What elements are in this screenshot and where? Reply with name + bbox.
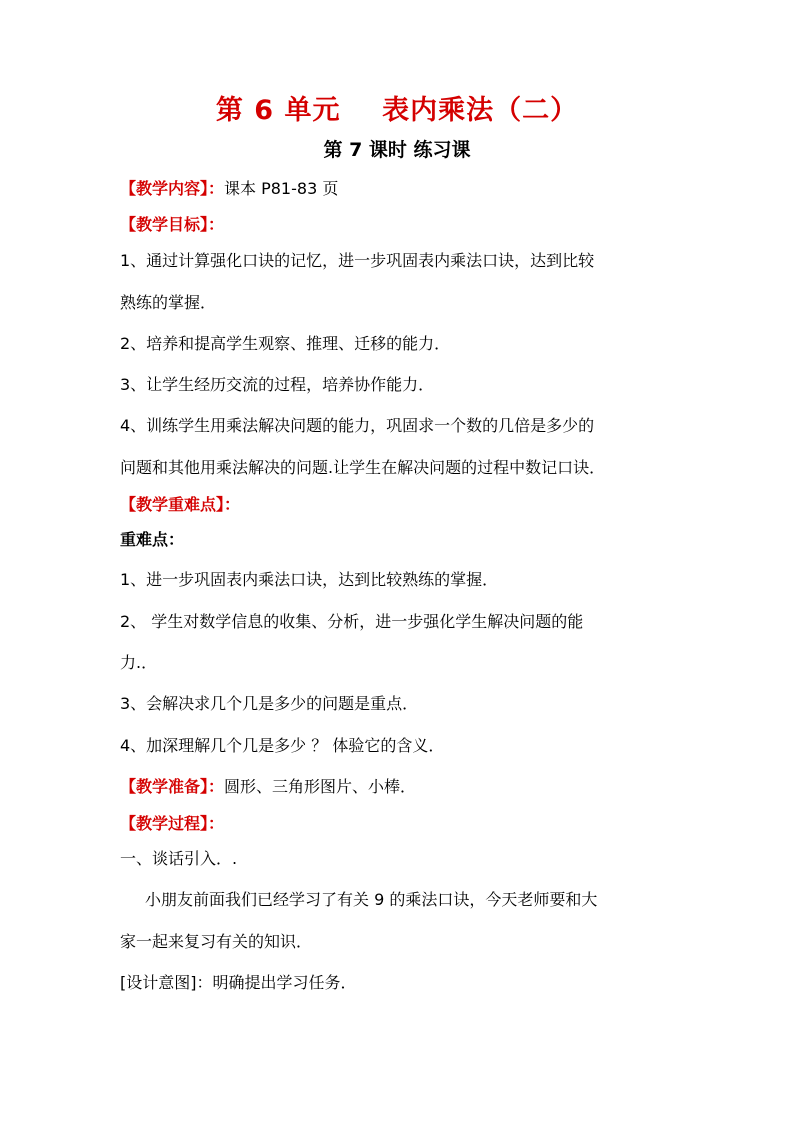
objective-4-line1: 4、训练学生用乘法解决问题的能力，巩固求一个数的几倍是多少的 [120,416,595,435]
lesson-subtitle: 第 7 课时 练习课 [323,139,471,161]
process-paragraph-line2: 家一起来复习有关的知识． [120,932,313,951]
process-step-1: 一、谈话引入．. [120,849,238,868]
process-paragraph-line1: 小朋友前面我们已经学习了有关 9 的乘法口诀，今天老师要和大 [145,890,598,909]
design-intent-note: [设计意图]：明确提出学习任务． [120,973,357,992]
key-point-1: 1、进一步巩固表内乘法口诀，达到比较熟练的掌握． [120,570,499,589]
teaching-content-row [120,178,680,200]
key-point-4: 4、加深理解几个几是多少 ？ 体验它的含义． [120,736,445,755]
key-points-heading: 【教学重难点】： [120,495,241,514]
objective-2: 2、培养和提高学生观察、推理、迁移的能力． [120,334,451,353]
key-point-3: 3、会解决求几个几是多少的问题是重点． [120,694,419,713]
objective-3: 3、让学生经历交流的过程，培养协作能力． [120,375,435,394]
key-points-sublabel: 重难点： [120,530,185,549]
objective-1-line1: 1、通过计算强化口诀的记忆，进一步巩固表内乘法口诀，达到比较 [120,251,595,270]
preparation-label: 【教学准备】： [120,777,225,796]
key-point-2-line1: 2、 学生对数学信息的收集、分析，进一步强化学生解决问题的能 [120,612,584,631]
teaching-content-label: 【教学内容】： [120,179,225,198]
objectives-heading: 【教学目标】： [120,215,225,234]
process-heading: 【教学过程】： [120,814,225,833]
key-point-2-line2: 力.． [120,653,158,672]
objective-4-line2: 问题和其他用乘法解决的问题.让学生在解决问题的过程中数记口诀． [120,458,606,477]
preparation-value: 圆形、三角形图片、小棒． [224,777,417,796]
teaching-content-value: 课本 P81-83 页 [224,179,339,198]
preparation-row [120,776,680,798]
objective-1-line2: 熟练的掌握． [120,293,217,312]
page-title: 第 6 单元 表内乘法（二） [215,95,579,126]
